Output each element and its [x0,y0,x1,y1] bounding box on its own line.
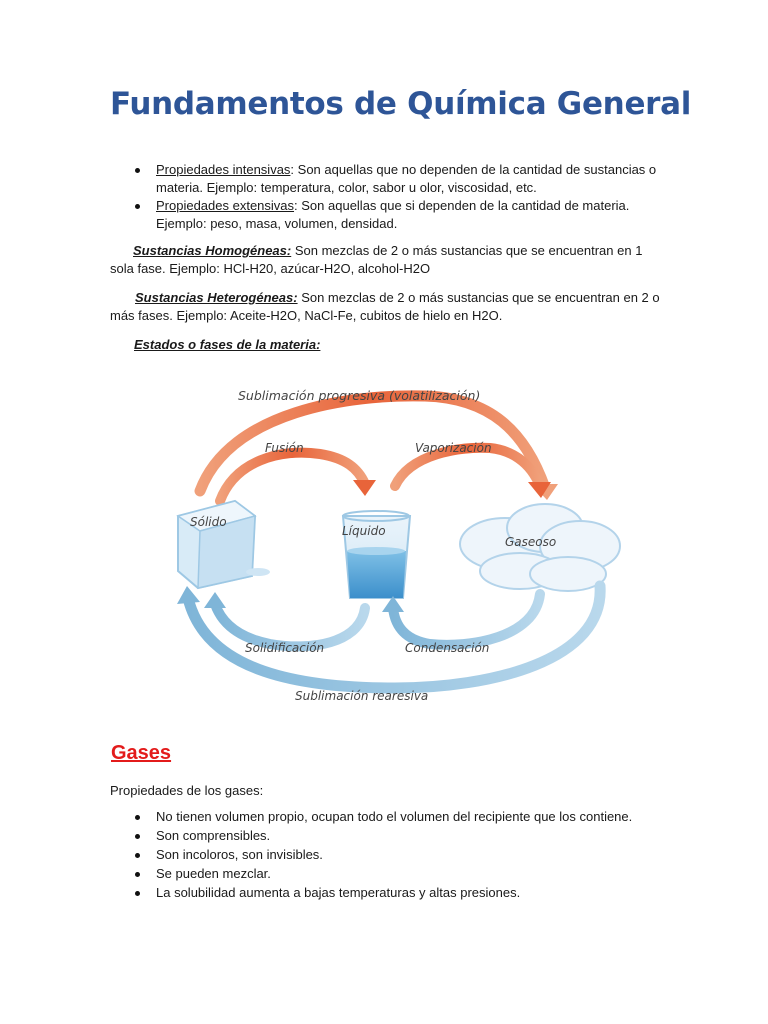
list-item: La solubilidad aumenta a bajas temperaturas y altas presiones. [111,884,671,902]
section-heading-gases: Gases [111,742,172,764]
list-item: Son comprensibles. [111,827,671,845]
arrow-solidificacion [204,592,365,646]
label-fusion: Fusión [265,441,304,455]
list-item [111,161,671,197]
term-extensivas: Propiedades extensivas [156,198,295,213]
list-item: Se pueden mezclar. [111,865,671,883]
states-of-matter-diagram [160,376,630,706]
properties-list [111,161,671,233]
definition-extensivas: : Son aquellas que si dependen de la cantidad de materia. Ejemplo: peso, masa, volumen, densidad. [156,198,630,231]
page-title: Fundamentos de Química General [110,86,692,122]
definition-heterogeneas: Son mezclas de 2 o más sustancias que se encuentran en 2 o más fases. Ejemplo: Aceite-H2O, NaCl-Fe, cubitos de hielo en H2O. [110,290,660,323]
definition-homogeneas: Son mezclas de 2 o más sustancias que se encuentran en 1 sola fase. Ejemplo: HCl-H20, azúcar-H2O, alcohol-H2O [110,243,643,276]
label-sublimacion-regresiva: Sublimación rearesiva [295,689,429,703]
list-item [111,197,671,233]
label-gaseoso: Gaseoso [505,535,557,549]
gases-intro: Propiedades de los gases: [110,783,264,798]
paragraph-homogeneas [110,242,650,278]
term-homogeneas: Sustancias Homogéneas: [133,243,292,258]
label-solido: Sólido [190,515,227,529]
gases-properties-list [111,808,671,903]
list-item: No tienen volumen propio, ocupan todo el volumen del recipiente que los contiene. [111,808,671,826]
label-sublimacion-progresiva: Sublimación progresiva (volatilización) [238,388,481,403]
paragraph-heterogeneas [110,289,666,325]
definition-intensivas: : Son aquellas que no dependen de la cantidad de sustancias o materia. Ejemplo: temperatura, color, sabor u olor, viscosidad, etc. [156,162,657,195]
label-liquido: Líquido [342,524,386,538]
arrow-condensacion [382,594,540,645]
estados-heading: Estados o fases de la materia: [134,337,321,352]
arrow-fusion [220,453,376,501]
term-heterogeneas: Sustancias Heterogéneas: [135,290,298,305]
label-solidificacion: Solidificación [245,641,325,655]
list-item: Son incoloros, son invisibles. [111,846,671,864]
term-intensivas: Propiedades intensivas [156,162,291,177]
label-condensacion: Condensación [405,641,490,655]
label-vaporizacion: Vaporización [415,441,492,455]
